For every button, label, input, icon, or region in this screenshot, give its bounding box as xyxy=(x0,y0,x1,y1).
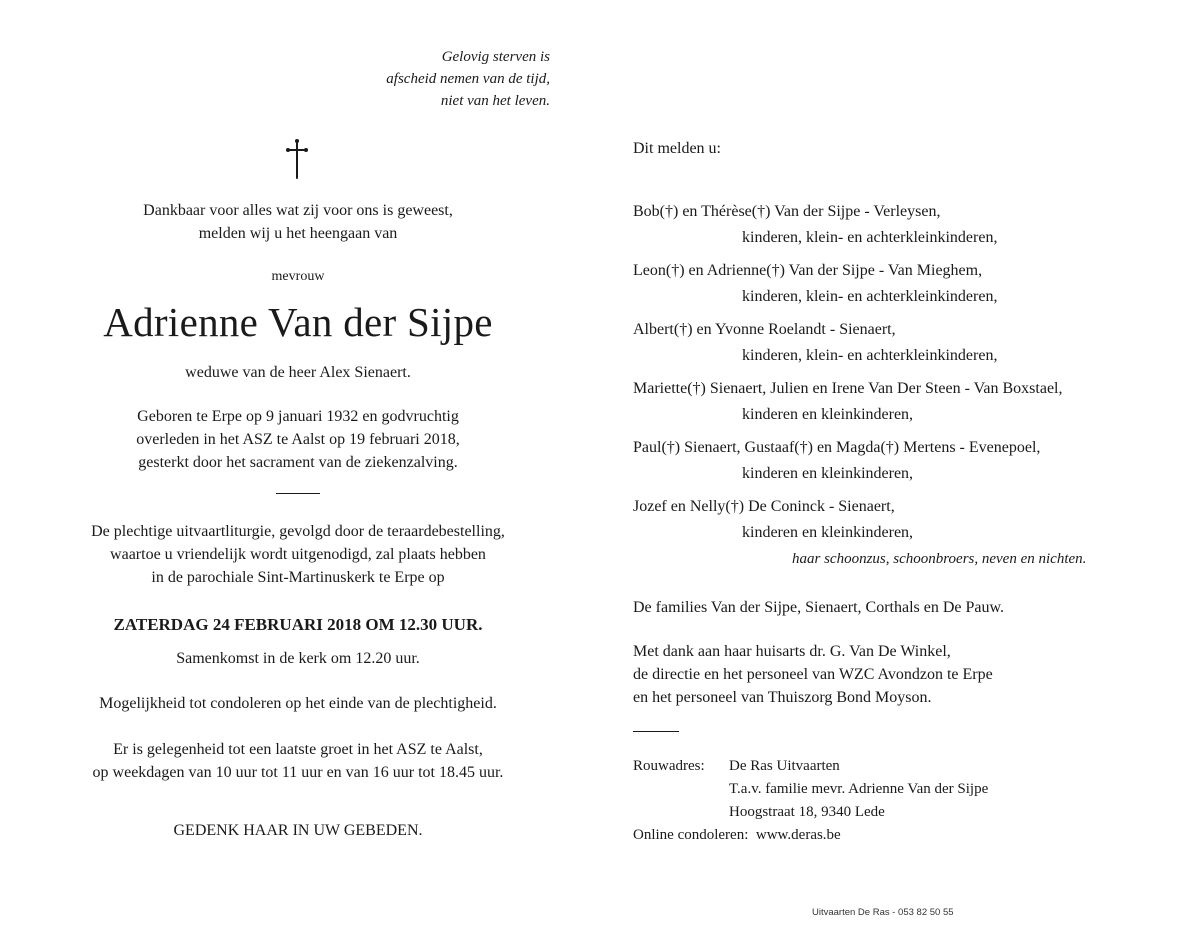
ceremony-line: in de parochiale Sint-Martinuskerk te Erpe op xyxy=(151,569,445,586)
gathering: Samenkomst in de kerk om 12.20 uur. xyxy=(176,650,420,667)
address-line: De Ras Uitvaarten xyxy=(729,758,840,774)
widow-line: weduwe van de heer Alex Sienaert. xyxy=(185,364,411,381)
thanks-line: Met dank aan haar huisarts dr. G. Van De Winkel, xyxy=(633,643,951,660)
address-line: T.a.v. familie mevr. Adrienne Van der Sijpe xyxy=(729,781,989,797)
footer: Uitvaarten De Ras - 053 82 50 55 xyxy=(812,907,954,918)
motto-line: Gelovig sterven is xyxy=(441,49,550,65)
motto-line: niet van het leven. xyxy=(440,93,550,109)
ceremony-line: waartoe u vriendelijk wordt uitgenodigd, zal plaats hebben xyxy=(110,546,486,563)
farewell-line: op weekdagen van 10 uur tot 11 uur en van 16 uur tot 18.45 uur. xyxy=(92,764,504,781)
family-descendants: kinderen, klein- en achterkleinkinderen, xyxy=(742,347,998,364)
families-line: De families Van der Sijpe, Sienaert, Corthals en De Pauw. xyxy=(633,599,1005,616)
in-laws: haar schoonzus, schoonbroers, neven en nichten. xyxy=(792,551,1087,567)
ceremony-line: De plechtige uitvaartliturgie, gevolgd door de teraardebestelling, xyxy=(91,523,505,540)
family-names: Leon(†) en Adrienne(†) Van der Sijpe - Van Mieghem, xyxy=(633,262,983,279)
title-prefix: mevrouw xyxy=(271,269,325,284)
family-names: Albert(†) en Yvonne Roelandt - Sienaert, xyxy=(633,321,896,338)
deceased-name: Adrienne Van der Sijpe xyxy=(103,299,493,345)
separator xyxy=(0,493,596,494)
condolence-note: Mogelijkheid tot condoleren op het einde van de plechtigheid. xyxy=(99,695,497,712)
family-block xyxy=(633,317,1163,369)
family-names: Mariette(†) Sienaert, Julien en Irene Van Der Steen - Van Boxstael, xyxy=(633,380,1063,397)
family-descendants: kinderen, klein- en achterkleinkinderen, xyxy=(742,288,998,305)
thanks-line: en het personeel van Thuiszorg Bond Moyson. xyxy=(633,689,932,706)
ceremony xyxy=(0,520,596,589)
family-block xyxy=(633,258,1163,310)
thanks xyxy=(633,640,1153,709)
intro-line: melden wij u het heengaan van xyxy=(198,225,398,242)
separator-right xyxy=(633,731,679,732)
intro-line: Dankbaar voor alles wat zij voor ons is geweest, xyxy=(143,202,453,219)
family-names: Jozef en Nelly(†) De Coninck - Sienaert, xyxy=(633,498,895,515)
online-label: Online condoleren: xyxy=(633,827,749,843)
closing: GEDENK HAAR IN UW GEBEDEN. xyxy=(173,822,423,839)
announcers-heading: Dit melden u: xyxy=(633,140,721,157)
family-descendants: kinderen en kleinkinderen, xyxy=(742,465,914,482)
address-label: Rouwadres: xyxy=(633,758,705,774)
birth-death-line: Geboren te Erpe op 9 januari 1932 en godvruchtig xyxy=(137,408,459,425)
family-block xyxy=(633,376,1163,428)
farewell xyxy=(0,738,596,784)
family-block xyxy=(633,199,1163,251)
family-names: Bob(†) en Thérèse(†) Van der Sijpe - Verleysen, xyxy=(633,203,941,220)
birth-death-line: overleden in het ASZ te Aalst op 19 februari 2018, xyxy=(136,431,460,448)
motto-line: afscheid nemen van de tijd, xyxy=(386,71,550,87)
date-line: ZATERDAG 24 FEBRUARI 2018 OM 12.30 UUR. xyxy=(113,615,483,634)
thanks-line: de directie en het personeel van WZC Avondzon te Erpe xyxy=(633,666,993,683)
separator-line xyxy=(276,493,320,494)
family-names: Paul(†) Sienaert, Gustaaf(†) en Magda(†) Mertens - Evenepoel, xyxy=(633,439,1041,456)
family-descendants: kinderen, klein- en achterkleinkinderen, xyxy=(742,229,998,246)
address-line: Hoogstraat 18, 9340 Lede xyxy=(729,804,885,820)
address xyxy=(633,755,1153,847)
family-block xyxy=(633,494,1163,546)
birth-death xyxy=(0,405,596,474)
family-block xyxy=(633,435,1163,487)
online-link[interactable]: www.deras.be xyxy=(755,827,841,843)
birth-death-line: gesterkt door het sacrament van de ziekenzalving. xyxy=(138,454,458,471)
motto xyxy=(250,46,550,112)
family-descendants: kinderen en kleinkinderen, xyxy=(742,406,914,423)
family-descendants: kinderen en kleinkinderen, xyxy=(742,524,914,541)
farewell-line: Er is gelegenheid tot een laatste groet in het ASZ te Aalst, xyxy=(113,741,483,758)
intro xyxy=(0,199,596,245)
cross-icon xyxy=(285,138,309,180)
